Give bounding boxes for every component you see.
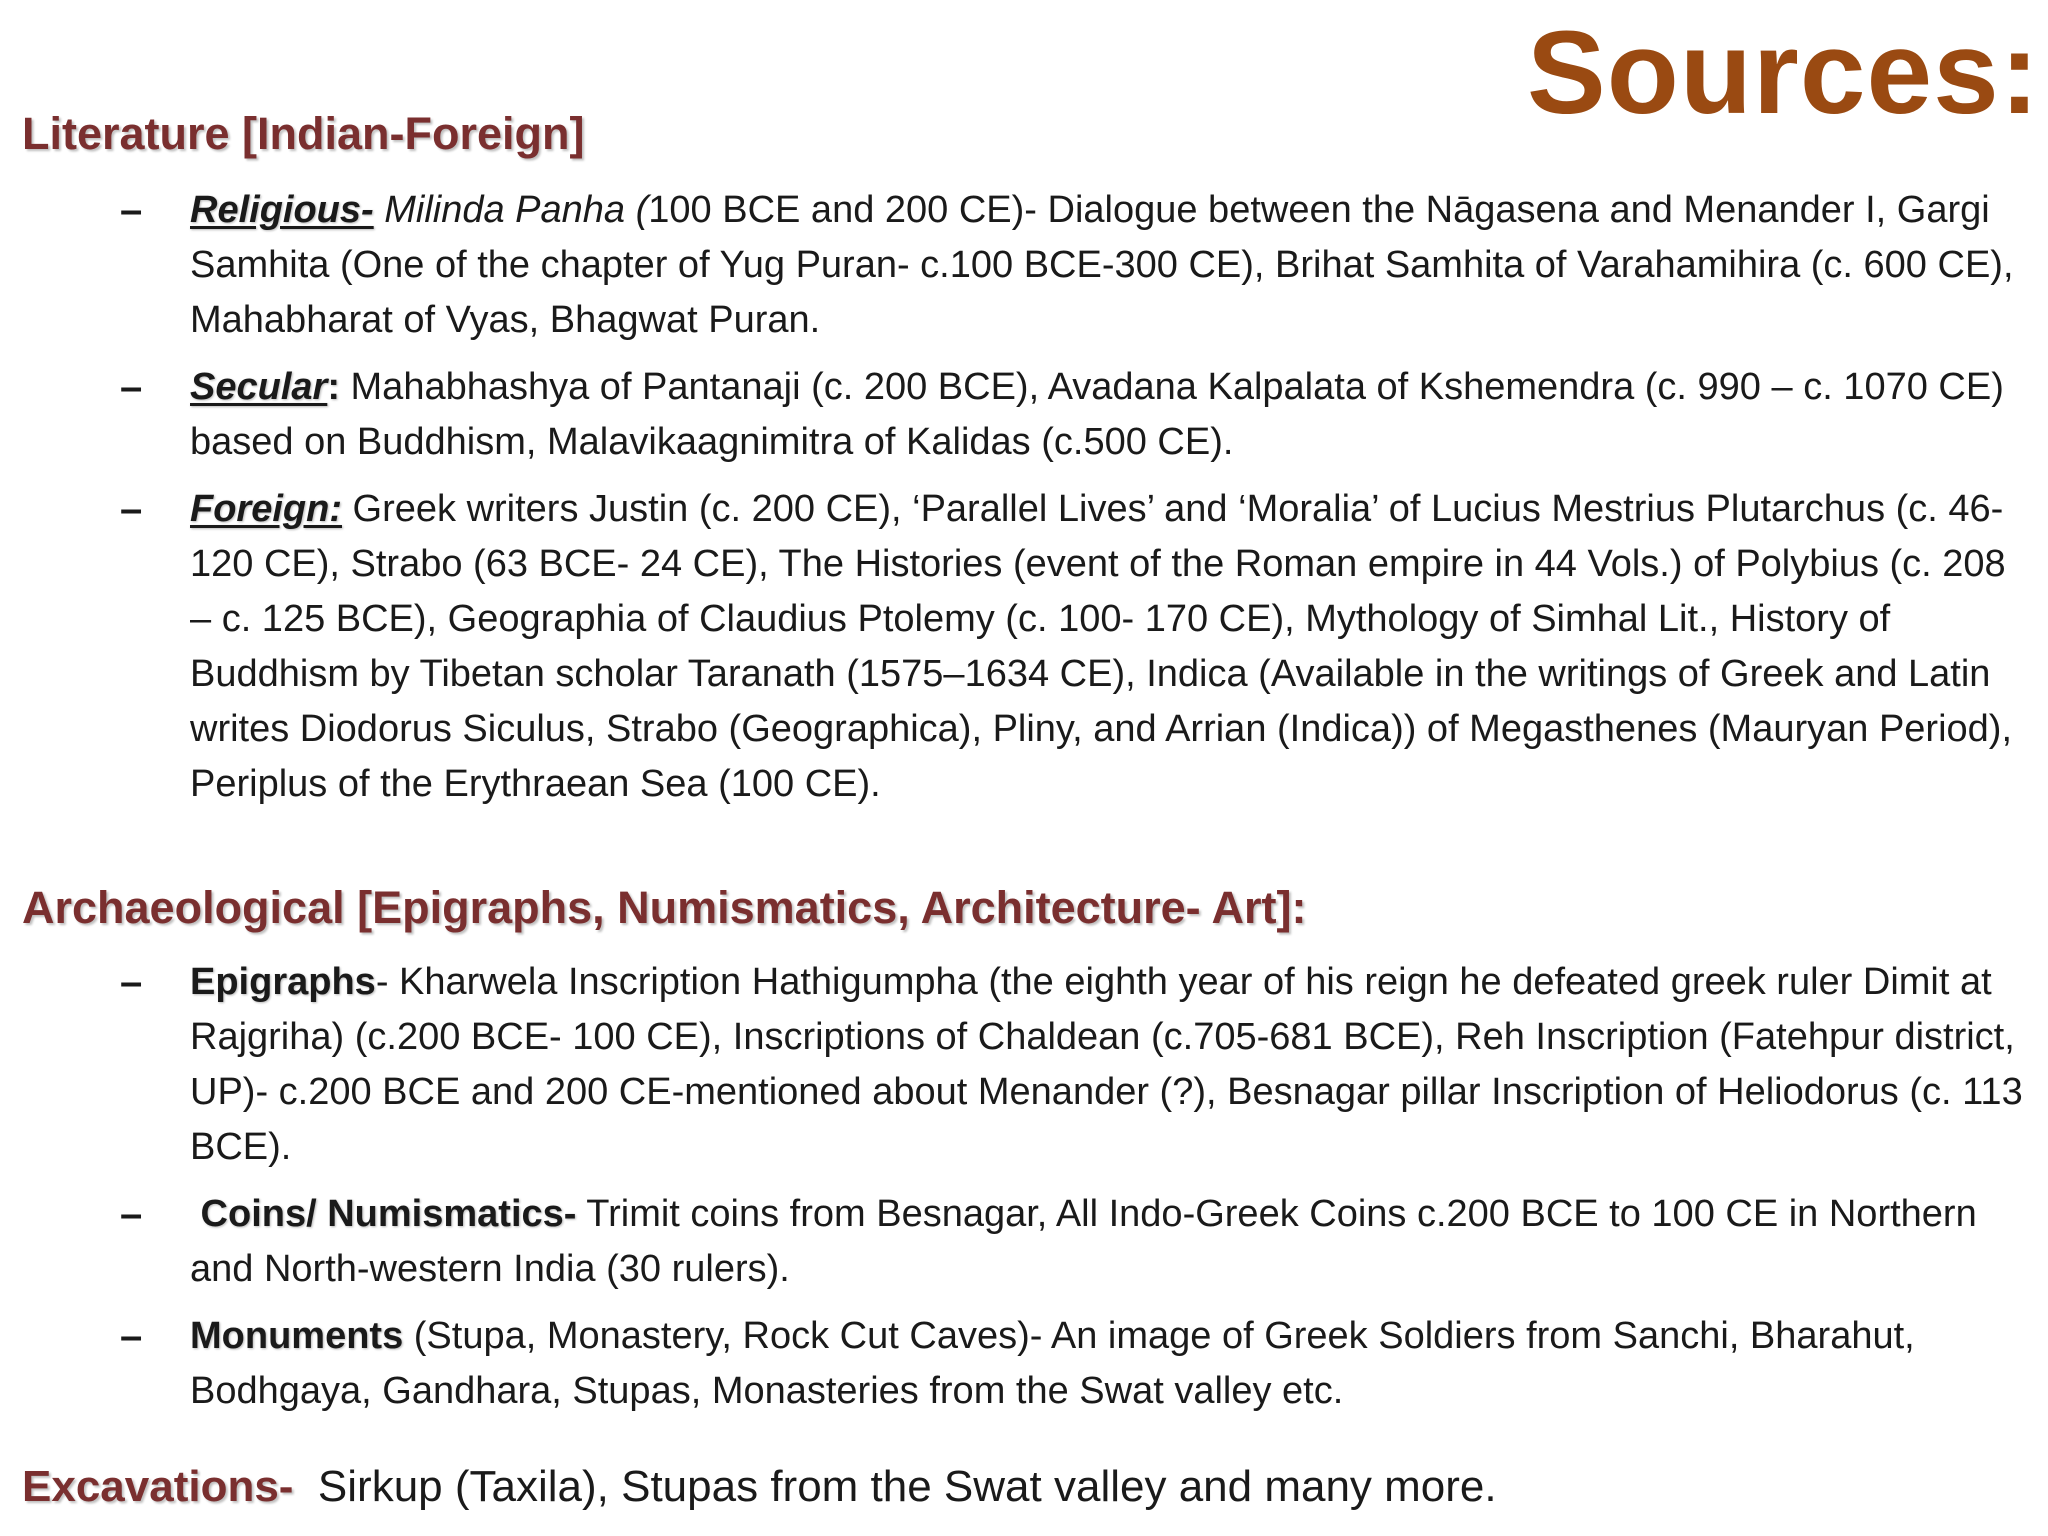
excavations-line bbox=[22, 1462, 1497, 1512]
dash-bullet: – bbox=[120, 188, 143, 232]
item-label: Secular bbox=[190, 366, 328, 408]
item-italic-text: Milinda Panha ( bbox=[373, 189, 649, 231]
dash-bullet: – bbox=[120, 487, 143, 531]
list-item-religious bbox=[0, 183, 2048, 348]
dash-bullet: – bbox=[120, 1192, 143, 1236]
list-item-monuments bbox=[0, 1309, 2048, 1419]
item-label-suffix: : bbox=[327, 366, 340, 408]
list-item-secular bbox=[0, 360, 2048, 470]
list-item-epigraphs bbox=[0, 955, 2048, 1175]
item-text: 100 BCE and 200 CE)- Dialogue between the Nāgasena and Menander I, Gargi Samhita (One of the chapter of Yug Puran- c.100 BCE-300 CE), Brihat Samhita of Varahamihira (c. 600 CE), Mahabharat of Vyas, Bhagwat Puran. bbox=[190, 189, 2014, 341]
item-text: Mahabhashya of Pantanaji (c. 200 BCE), Avadana Kalpalata of Kshemendra (c. 990 – c. 1070 CE) based on Buddhism, Malavikaagnimitra of Kalidas (c.500 CE). bbox=[190, 366, 2004, 463]
list-item-coins bbox=[0, 1187, 2048, 1297]
slide-title: Sources: bbox=[1527, 7, 2040, 139]
excavations-label: Excavations- bbox=[22, 1462, 294, 1511]
item-label: Religious- bbox=[190, 189, 374, 231]
dash-bullet: – bbox=[120, 1314, 143, 1358]
literature-heading: Literature [Indian-Foreign] bbox=[22, 108, 585, 159]
dash-bullet: – bbox=[120, 365, 143, 409]
dash-bullet: – bbox=[120, 960, 143, 1004]
item-label: Foreign: bbox=[190, 488, 342, 530]
item-label: Monuments bbox=[190, 1315, 404, 1357]
list-item-foreign bbox=[0, 482, 2048, 812]
item-text: Trimit coins from Besnagar, All Indo-Greek Coins c.200 BCE to 100 CE in Northern and North-western India (30 rulers). bbox=[190, 1193, 1977, 1290]
item-label: Coins/ Numismatics- bbox=[190, 1193, 577, 1235]
item-text: (Stupa, Monastery, Rock Cut Caves)- An image of Greek Soldiers from Sanchi, Bharahut, Bodhgaya, Gandhara, Stupas, Monasteries from the Swat valley etc. bbox=[190, 1315, 1915, 1412]
archaeological-list bbox=[0, 955, 2048, 1419]
item-label: Epigraphs bbox=[190, 961, 376, 1003]
excavations-text: Sirkup (Taxila), Stupas from the Swat valley and many more. bbox=[293, 1462, 1497, 1511]
item-text: - Kharwela Inscription Hathigumpha (the eighth year of his reign he defeated greek ruler Dimit at Rajgriha) (c.200 BCE- 100 CE), Inscriptions of Chaldean (c.705-681 BCE), Reh Inscription (Fatehpur district, UP)- c.200 BCE and 200 CE-mentioned about Menander (?), Besnagar pillar Inscription of Heliodorus (c. 113 BCE). bbox=[190, 961, 2023, 1168]
archaeological-heading: Archaeological [Epigraphs, Numismatics, Architecture- Art]: bbox=[22, 882, 1307, 933]
item-text: Greek writers Justin (c. 200 CE), ‘Parallel Lives’ and ‘Moralia’ of Lucius Mestrius Plutarchus (c. 46-120 CE), Strabo (63 BCE- 24 CE), The Histories (event of the Roman empire in 44 Vols.) of Polybius (c. 208 – c. 125 BCE), Geographia of Claudius Ptolemy (c. 100- 170 CE), Mythology of Simhal Lit., History of Buddhism by Tibetan scholar Taranath (1575–1634 CE), Indica (Available in the writings of Greek and Latin writes Diodorus Siculus, Strabo (Geographica), Pliny, and Arrian (Indica)) of Megasthenes (Mauryan Period), Periplus of the Erythraean Sea (100 CE). bbox=[190, 488, 2012, 805]
literature-list bbox=[0, 183, 2048, 812]
